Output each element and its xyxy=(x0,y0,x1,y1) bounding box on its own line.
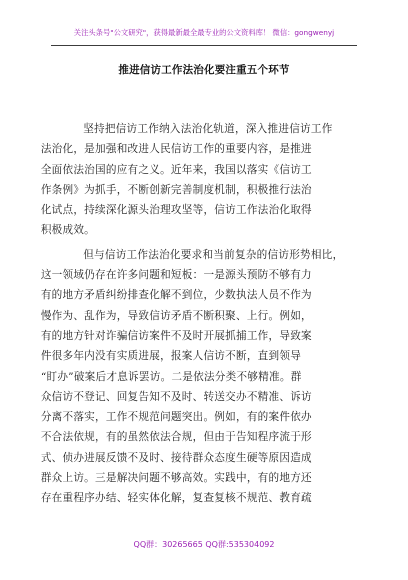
text-line: 法治化，是加强和改进人民信访工作的重要内容，是推进 xyxy=(40,143,312,156)
text-line: “盯办”破案后才息诉罢访。二是依法分类不够精准。群 xyxy=(40,370,302,383)
text-line: 有的地方矛盾纠纷排查化解不到位，少数执法人员不作为 xyxy=(40,289,312,302)
paragraph-1 xyxy=(40,119,346,241)
text-line: 式、侦办进展反馈不及时、接待群众态度生硬等原因造成 xyxy=(40,451,312,464)
paragraph-2 xyxy=(40,245,346,509)
text-line: 这一领域仍存在许多问题和短板：一是源头预防不够有力 xyxy=(40,269,312,282)
header-banner: 关注头条号"公文研究"，获得最新最全最专业的公文资料库！ 微信：gongwenyj xyxy=(73,28,335,37)
footer-contact: QQ群：30265665 QQ群:535304092 xyxy=(133,540,275,549)
text-line: 件很多年内没有实质进展，报案人信访不断，直到领导 xyxy=(40,350,302,363)
text-line: 坚持把信访工作纳入法治化轨道，深入推进信访工作 xyxy=(83,123,333,135)
header-divider xyxy=(51,45,357,46)
text-line: 积极成效。 xyxy=(40,224,96,237)
document-title: 推进信访工作法治化要注重五个环节 xyxy=(118,64,290,76)
text-line: 全面依法治国的应有之义。近年来，我国以落实《信访工 xyxy=(40,163,312,176)
text-line: 慢作为、乱作为，导致信访矛盾不断积聚、上行。例如， xyxy=(40,309,312,322)
document-body xyxy=(40,119,346,513)
text-line: 分离不落实，工作不规范问题突出。例如，有的案件依办 xyxy=(40,411,312,424)
text-line: 化试点，持续深化源头治理攻坚等，信访工作法治化取得 xyxy=(40,204,312,217)
text-line: 众信访不登记、回复告知不及时、转送交办不精准、诉访 xyxy=(40,390,312,403)
text-line: 存在重程序办结、轻实体化解，复查复核不规范、教育疏 xyxy=(40,492,312,505)
text-line: 不合法依规，有的虽然依法合规，但由于告知程序流于形 xyxy=(40,431,312,444)
text-line: 作条例》为抓手，不断创新完善制度机制，积极推行法治 xyxy=(40,183,312,196)
text-line: 群众上访。三是解决问题不够高效。实践中，有的地方还 xyxy=(40,472,312,485)
text-line: 但与信访工作法治化要求和当前复杂的信访形势相比， xyxy=(83,248,344,261)
text-line: 有的地方针对诈骗信访案件不及时开展抓捕工作，导致案 xyxy=(40,329,312,342)
